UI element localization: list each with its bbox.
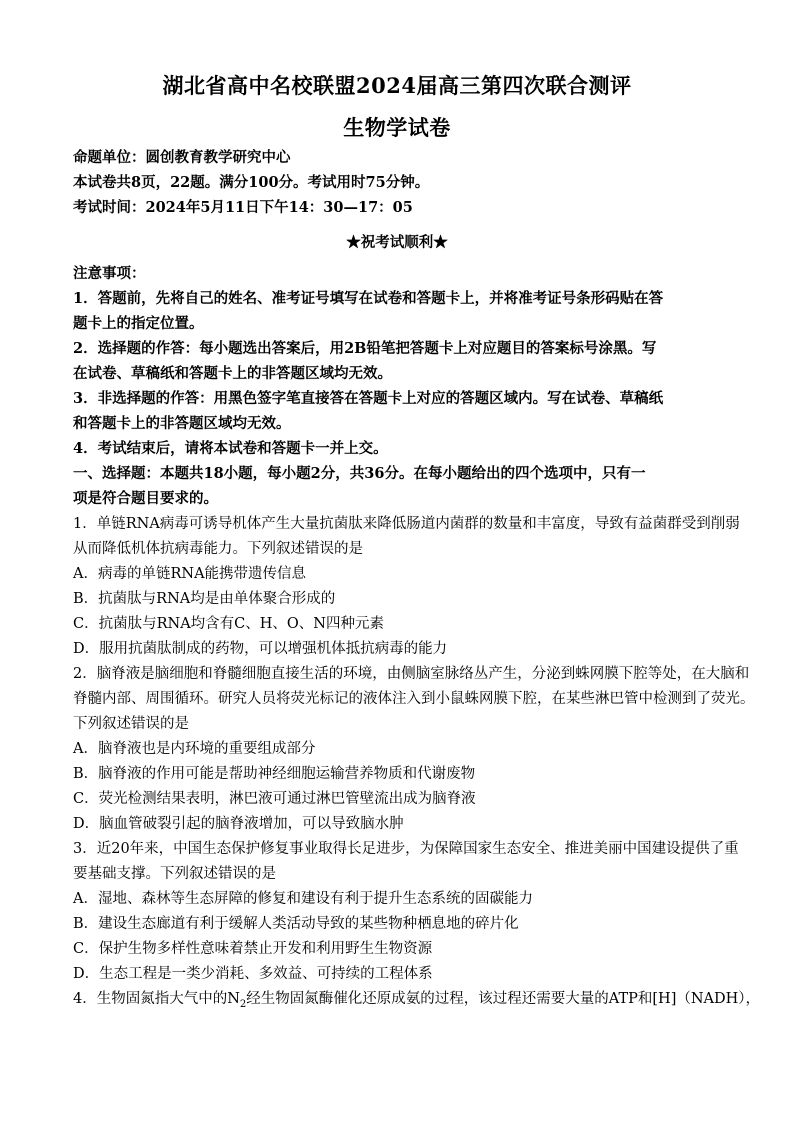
exam-unit: 命题单位：圆创教育教学研究中心 (73, 149, 291, 166)
question-2-stem-cont: 脊髓内部、周围循环。研究人员将荧光标记的液体注入到小鼠蛛网膜下腔，在某些淋巴管中检测到了荧光。 (73, 691, 755, 707)
exam-time: 考试时间：2024年5月11日下午14：30—17：05 (73, 199, 413, 216)
notice-line: 在试卷、草稿纸和答题卡上的非答题区域均无效。 (73, 365, 392, 382)
question-1-option-d: D．服用抗菌肽制成的药物，可以增强机体抵抗病毒的能力 (73, 641, 448, 657)
notice-line: 题卡上的指定位置。 (73, 315, 204, 332)
question-1-option-a: A．病毒的单链RNA能携带遗传信息 (73, 566, 307, 582)
notice-line: 1．答题前，先将自己的姓名、准考证号填写在试卷和答题卡上，并将准考证号条形码贴在答 (73, 290, 664, 307)
notice-line: 2．选择题的作答：每小题选出答案后，用2B铅笔把答题卡上对应题目的答案标号涂黑。写 (73, 340, 657, 357)
question-1-stem: 1．单链RNA病毒可诱导机体产生大量抗菌肽来降低肠道内菌群的数量和丰富度，导致有益菌群受到削弱 (73, 516, 740, 532)
question-1-option-c: C．抗菌肽与RNA均含有C、H、O、N四种元素 (73, 616, 384, 632)
question-1-option-b: B．抗菌肽与RNA均是由单体聚合形成的 (73, 591, 336, 607)
notice-line: 4．考试结束后，请将本试卷和答题卡一并上交。 (73, 440, 388, 457)
question-2-stem: 2．脑脊液是脑细胞和脊髓细胞直接生活的环境，由侧脑室脉络丛产生，分泌到蛛网膜下腔等处，在大脑和 (73, 666, 750, 682)
question-4-stem (73, 989, 761, 1015)
exam-subtitle: 生物学试卷 (343, 115, 451, 140)
question-3-option-c: C．保护生物多样性意味着禁止开发和利用野生生物资源 (73, 941, 433, 957)
question-3-stem-cont: 要基础支撑。下列叙述错误的是 (73, 866, 276, 882)
question-3-option-b: B．建设生态廊道有利于缓解人类活动导致的某些物种栖息地的碎片化 (73, 916, 519, 932)
question-2-stem-cont: 下列叙述错误的是 (73, 716, 189, 732)
section-heading-cont: 项是符合题目要求的。 (73, 490, 218, 507)
question-3-stem: 3．近20年来，中国生态保护修复事业取得长足进步，为保障国家生态安全、推进美丽中国建设提供了重 (73, 841, 739, 857)
question-2-option-b: B．脑脊液的作用可能是帮助神经细胞运输营养物质和代谢废物 (73, 766, 476, 782)
exam-info: 本试卷共8页，22题。满分100分。考试用时75分钟。 (73, 174, 430, 191)
question-1-stem-cont: 从而降低机体抗病毒能力。下列叙述错误的是 (73, 541, 363, 557)
section-heading: 一、选择题：本题共18小题，每小题2分，共36分。在每小题给出的四个选项中，只有一 (73, 465, 646, 482)
question-4-stem-rest: 经生物固氮酶催化还原成氨的过程，该过程还需要大量的ATP和[H]（NADH）， (246, 991, 761, 1007)
good-luck-banner: ★祝考试顺利★ (346, 234, 448, 251)
question-4-stem-start: 4．生物固氮指大气中的N (73, 991, 240, 1007)
question-3-option-d: D．生态工程是一类少消耗、多效益、可持续的工程体系 (73, 966, 433, 982)
question-3-option-a: A．湿地、森林等生态屏障的修复和建设有利于提升生态系统的固碳能力 (73, 891, 533, 907)
exam-title: 湖北省高中名校联盟2024届高三第四次联合测评 (162, 73, 632, 98)
notice-heading: 注意事项： (73, 265, 146, 282)
notice-line: 3．非选择题的作答：用黑色签字笔直接答在答题卡上对应的答题区域内。写在试卷、草稿纸 (73, 390, 664, 407)
subscript-2: 2 (239, 998, 247, 1010)
question-2-option-c: C．荧光检测结果表明，淋巴液可通过淋巴管壁流出成为脑脊液 (73, 791, 476, 807)
question-2-option-a: A．脑脊液也是内环境的重要组成部分 (73, 741, 316, 757)
question-2-option-d: D．脑血管破裂引起的脑脊液增加，可以导致脑水肿 (73, 816, 404, 832)
notice-line: 和答题卡上的非答题区域均无效。 (73, 415, 291, 432)
